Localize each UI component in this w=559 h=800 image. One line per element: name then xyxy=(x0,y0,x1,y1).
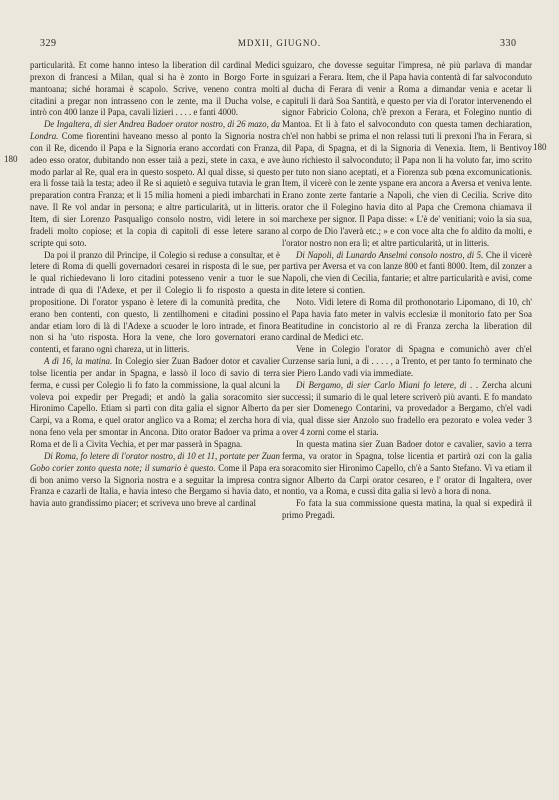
paragraph: Noto. Vidi letere di Roma dil prothonotario Lipomano, di 10, ch' el Papa havia fato meter in valvis ecclesiæ il monitorio fato per Soa Beatitudine in concistorio al re di Franza zercha la liberation dil cardinal de Medici etc. xyxy=(282,296,532,343)
paragraph: sguizaro, che dovesse seguitar l'impresa, nè più parlava di mandar sguizari a Ferara. Item, che il Papa havia contentà di far salvoconduto al ducha di Ferara di venir a Roma a dimandar venia e acetar li capituli li darà Soa Santità, e questo per via di l'orator intervenendo el signor Fabricio Colona, ch'è prexon a Ferara, et Folegino nuntio di Mantoa. Et li à fato el salvoconduto con questa tamen dechiaration, ch'el non habbi se prima el non relassi tuti li prexoni l'ha in Ferara, sì dil Papa, di Spagna, et di la Signoria di Venexia. Item, li Bentivoy àuno richiesto il salvoconduto; il Papa non li ha voluto far, imo scrito per tuto non siano aceptati, et a Fiorenza sub pœna excomunicationis. Item, il vicerè con le zente yspane era ancora a Aversa et veniva lente. Erano zonte zerte fantarie a Napoli, che vien di Cecilia. Scrive dito orator che il Folegino havia dito al Papa che Cremona chiamava il marchexe per signor. Il Papa disse: « L'è de' venitiani; voio la sia sua, al corpo de Dio l'averà etc.; » e con voce alta che fo aldito da molti, e l'orator nostro non era lì; et altre particularità, ut in litteris. xyxy=(282,60,532,248)
paragraph: Vene in Colegio l'orator di Spagna e comunichò aver ch'el Curzense saria luni, a dì . . . . , a Trento, et per tanto fo terminato che sier Piero Lando vadi via immediate. xyxy=(282,344,532,378)
paragraph: Da poi il pranzo dil Principe, il Colegio si reduse a consultar, et è letere di Roma di quelli governadori cesarei in risposta di le sue, per le qual richiedevano li loro citadini potesseno venir a tuor le sue intrade di qua di l'Adexe, et per il Colegio li fo risposto a questa propositione. Di l'orator yspano è letere di la comunità predita, che erano ben contenti, con questo, li zentilhomeni e citadini possino andar etiam loro di là di l'Adexe a scuoder le loro intrade, et finora non si ha 'uto risposta. Hora la vene, che loro governatori erano contenti, et farano ogni chareza, ut in litteris. xyxy=(30,249,280,355)
paragraph-heading: De Ingaltera, di sier Andrea Badoer orator nostro, di 26 mazo, da Londra. xyxy=(30,119,280,142)
paragraph-heading: A dì 16, la matina. xyxy=(44,356,113,367)
right-column xyxy=(282,60,532,522)
paragraph: In questa matina sier Zuan Badoer dotor e cavalier, savio a terra ferma, va orator in Spagna, tolse licentia et partirà ozi con la galia soracomito sier Hironimo Capello, ch'è a Santo Stefano. Vi va etiam il signor Alberto da Carpi orator cesareo, e l' orator di Ingaltera, over nontio, va a Roma, e cussì dita galia si levò a hora di nona. xyxy=(282,439,532,497)
paragraph-heading: Di Roma, fo letere di l'orator nostro, di 10 et 11, portate per Zuan Gobo corier zonto questa note; il sumario è questo. xyxy=(30,450,280,473)
margin-note-right: 180 xyxy=(533,142,547,152)
left-column xyxy=(30,60,280,510)
paragraph: A dì 16, la matina. In Colegio sier Zuan Badoer dotor et cavalier tolse licentia per andar in Spagna, e lassò il loco di savio di terra ferma, e cussì per Colegio li fo fato la commissione, la qual alcuni la voleva poi expedir per Pregadi; et andò la galia soracomito sier Hironimo Capello. Etiam si partì con dita galia el signor Alberto da Carpi, va a Roma, e quel orator anglico va a Roma; el zercha hora di nona feno vela per smontar in Ancona. Dito orator Badoer va prima a Roma et de lì a Civita Vechia, et per mar passerà in Spagna. xyxy=(30,356,280,449)
paragraph-heading: Di Napoli, di Lunardo Anselmi consolo nostro, di 5. xyxy=(296,249,484,260)
page-number-left: 329 xyxy=(40,38,57,49)
running-header xyxy=(0,38,559,52)
paragraph-heading: Di Bergamo, di sier Carlo Miani fo letere, di . . xyxy=(296,379,479,390)
page-number-right: 330 xyxy=(500,38,517,49)
paragraph: Di Napoli, di Lunardo Anselmi consolo nostro, di 5. Che il vicerè partiva per Aversa et va con lanze 800 et fanti 8000. Item, dil zonzer a Napoli, che vien di Cecilia, fantarie; et altre particularità e avisi, come in dite letere si contien. xyxy=(282,249,532,296)
paragraph: Di Roma, fo letere di l'orator nostro, di 10 et 11, portate per Zuan Gobo corier zonto questa note; il sumario è questo. Come il Papa era di bon animo verso la Signoria nostra e a seguitar la impresa contra Franza e cazarli de Italia, e havia inteso che Bergamo si havia dato, et havia auto grandissimo piacer; et scriveva uno breve al cardinal xyxy=(30,450,280,509)
paragraph: Fo fata la sua commissione questa matina, la qual si expedirà il primo Pregadi. xyxy=(282,498,532,521)
running-title: MDXII, GIUGNO. xyxy=(237,38,322,48)
margin-note-left: 180 xyxy=(4,154,18,164)
paragraph: Di Bergamo, di sier Carlo Miani fo letere, di . . Zercha alcuni successi; il sumario di le qual letere scriverò più avanti. E fo mandato per sier Domenego Contarini, va provedador a Bergamo, ch'el vadi via, qual disse sier Anzolo suo fradello era pezorato e volea veder 3 over 4 zorni come el staria. xyxy=(282,379,532,438)
paragraph: particularità. Et come hanno inteso la liberation dil cardinal Medici prexon di francesi a Milan, qual si ha è zonto in Borgo Forte in mantoana; siché horamai è scapolo. Scrive, veneno contra molti citadini a pregar non intrasseno con le zente, ma il Ducha volse, e intrò con 400 lanze il Papa, cavali lizieri . . . . e fanti 4000. xyxy=(30,60,280,118)
paragraph: De Ingaltera, di sier Andrea Badoer orator nostro, di 26 mazo, da Londra. Come fiorentini haveano messo al ponto la Signoria nostra con il Re, dicendo il Papa e la Signoria erano accordati con Franza, adeo esso orator, dubitando non esser taià a pezi, stete in caxa, e ave modo parlar al Re, qual era in questo sospeto. Al qual disse, si questo era li fosse taià la testa; adeo il Re si aquietò e seguiva tutavia le gran preparation contra Franza; et li 15 milia homeni a piedi imbarchati in nave. Il Re vol andar in persona; e altre particularità, ut in litteris. Item, di sier Lorenzo Pasqualigo consolo nostro, vidi letere in soi fradeli molto copiose; et la copia di capitoli di esse letere sarano scripte qui soto. xyxy=(30,119,280,248)
